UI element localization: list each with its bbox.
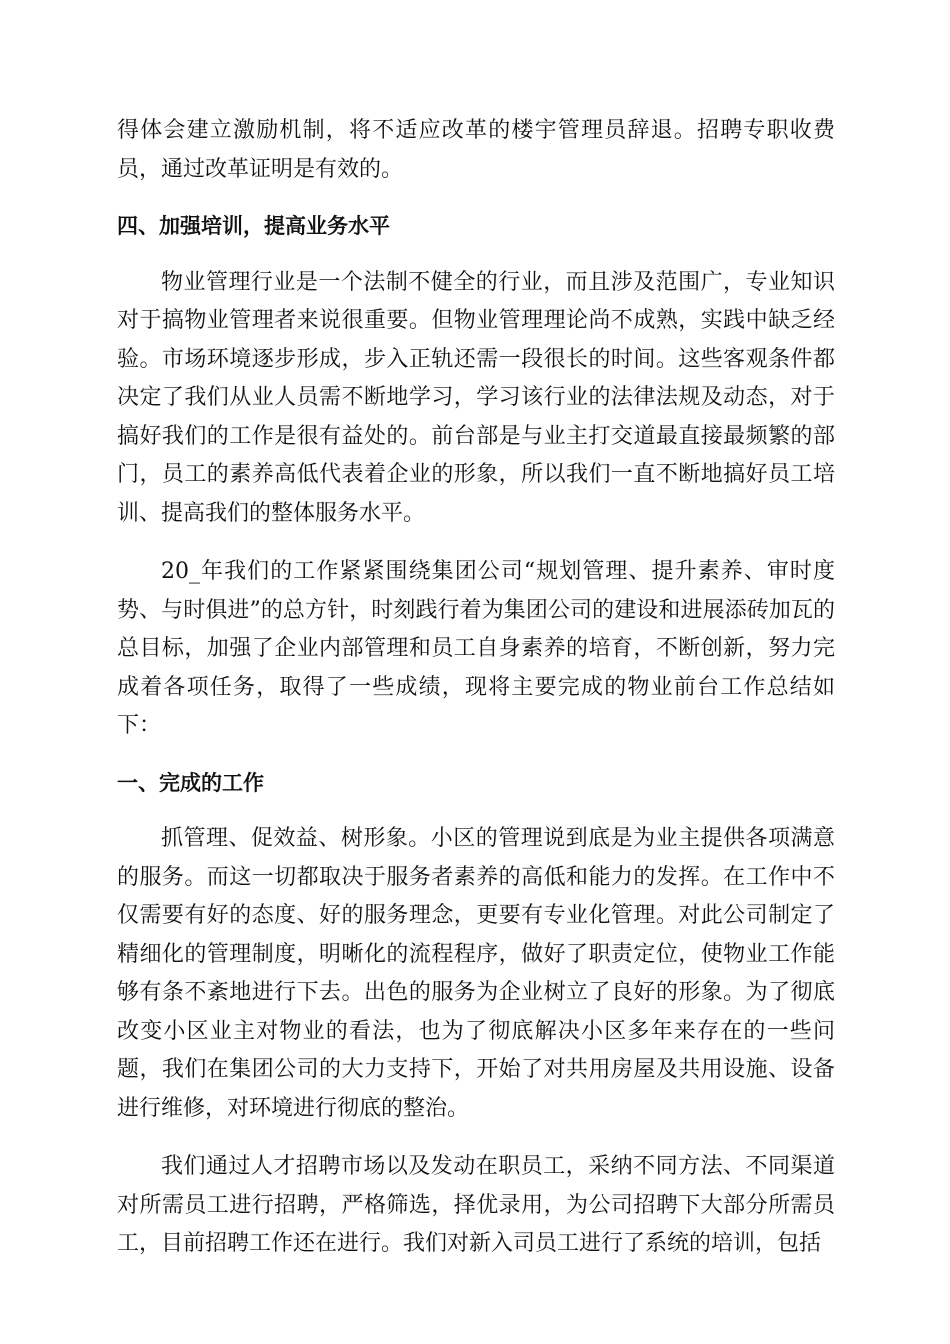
paragraph-training: 物业管理行业是一个法制不健全的行业，而且涉及范围广，专业知识对于搞物业管理者来说很重要。但物业管理理论尚不成熟，实践中缺乏经验。市场环境逐步形成，步入正轨还需一段很长的时间。这些客观条件都决定了我们从业人员需不断地学习，学习该行业的法律法规及动态，对于搞好我们的工作是很有益处的。前台部是与业主打交道最直接最频繁的部门，员工的素养高低代表着企业的形象，所以我们一直不断地搞好员工培训、提高我们的整体服务水平。 xyxy=(117,269,835,526)
section-heading-completed-work: 一、完成的工作 xyxy=(117,770,264,795)
paragraph-management: 抓管理、促效益、树形象。小区的管理说到底是为业主提供各项满意的服务。而这一切都取决于服务者素养的高低和能力的发挥。在工作中不仅需要有好的态度、好的服务理念，更要有专业化管理。对此公司制定了精细化的管理制度，明晰化的流程程序，做好了职责定位，使物业工作能够有条不紊地进行下去。出色的服务为企业树立了良好的形象。为了彻底改变小区业主对物业的看法，也为了彻底解决小区多年来存在的一些问题，我们在集团公司的大力支持下，开始了对共用房屋及共用设施、设备进行维修，对环境进行彻底的整治。 xyxy=(117,826,835,1121)
paragraph-recruitment: 我们通过人才招聘市场以及发动在职员工，采纳不同方法、不同渠道对所需员工进行招聘，严格筛选，择优录用，为公司招聘下大部分所需员工，目前招聘工作还在进行。我们对新入司员工进行了系统的培训，包括 xyxy=(117,1154,835,1256)
document-page xyxy=(117,112,835,1264)
paragraph-continued: 得体会建立激励机制，将不适应改革的楼宇管理员辞退。招聘专职收费员，通过改革证明是有效的。 xyxy=(117,118,835,182)
paragraph-summary-intro: 20_年我们的工作紧紧围绕集团公司“规划管理、提升素养、审时度势、与时俱进”的总方针，时刻践行着为集团公司的建设和进展添砖加瓦的总目标，加强了企业内部管理和员工自身素养的培育，不断创新，努力完成着各项任务，取得了一些成绩，现将主要完成的物业前台工作总结如下： xyxy=(117,559,835,738)
section-heading-training: 四、加强培训，提高业务水平 xyxy=(117,214,390,238)
